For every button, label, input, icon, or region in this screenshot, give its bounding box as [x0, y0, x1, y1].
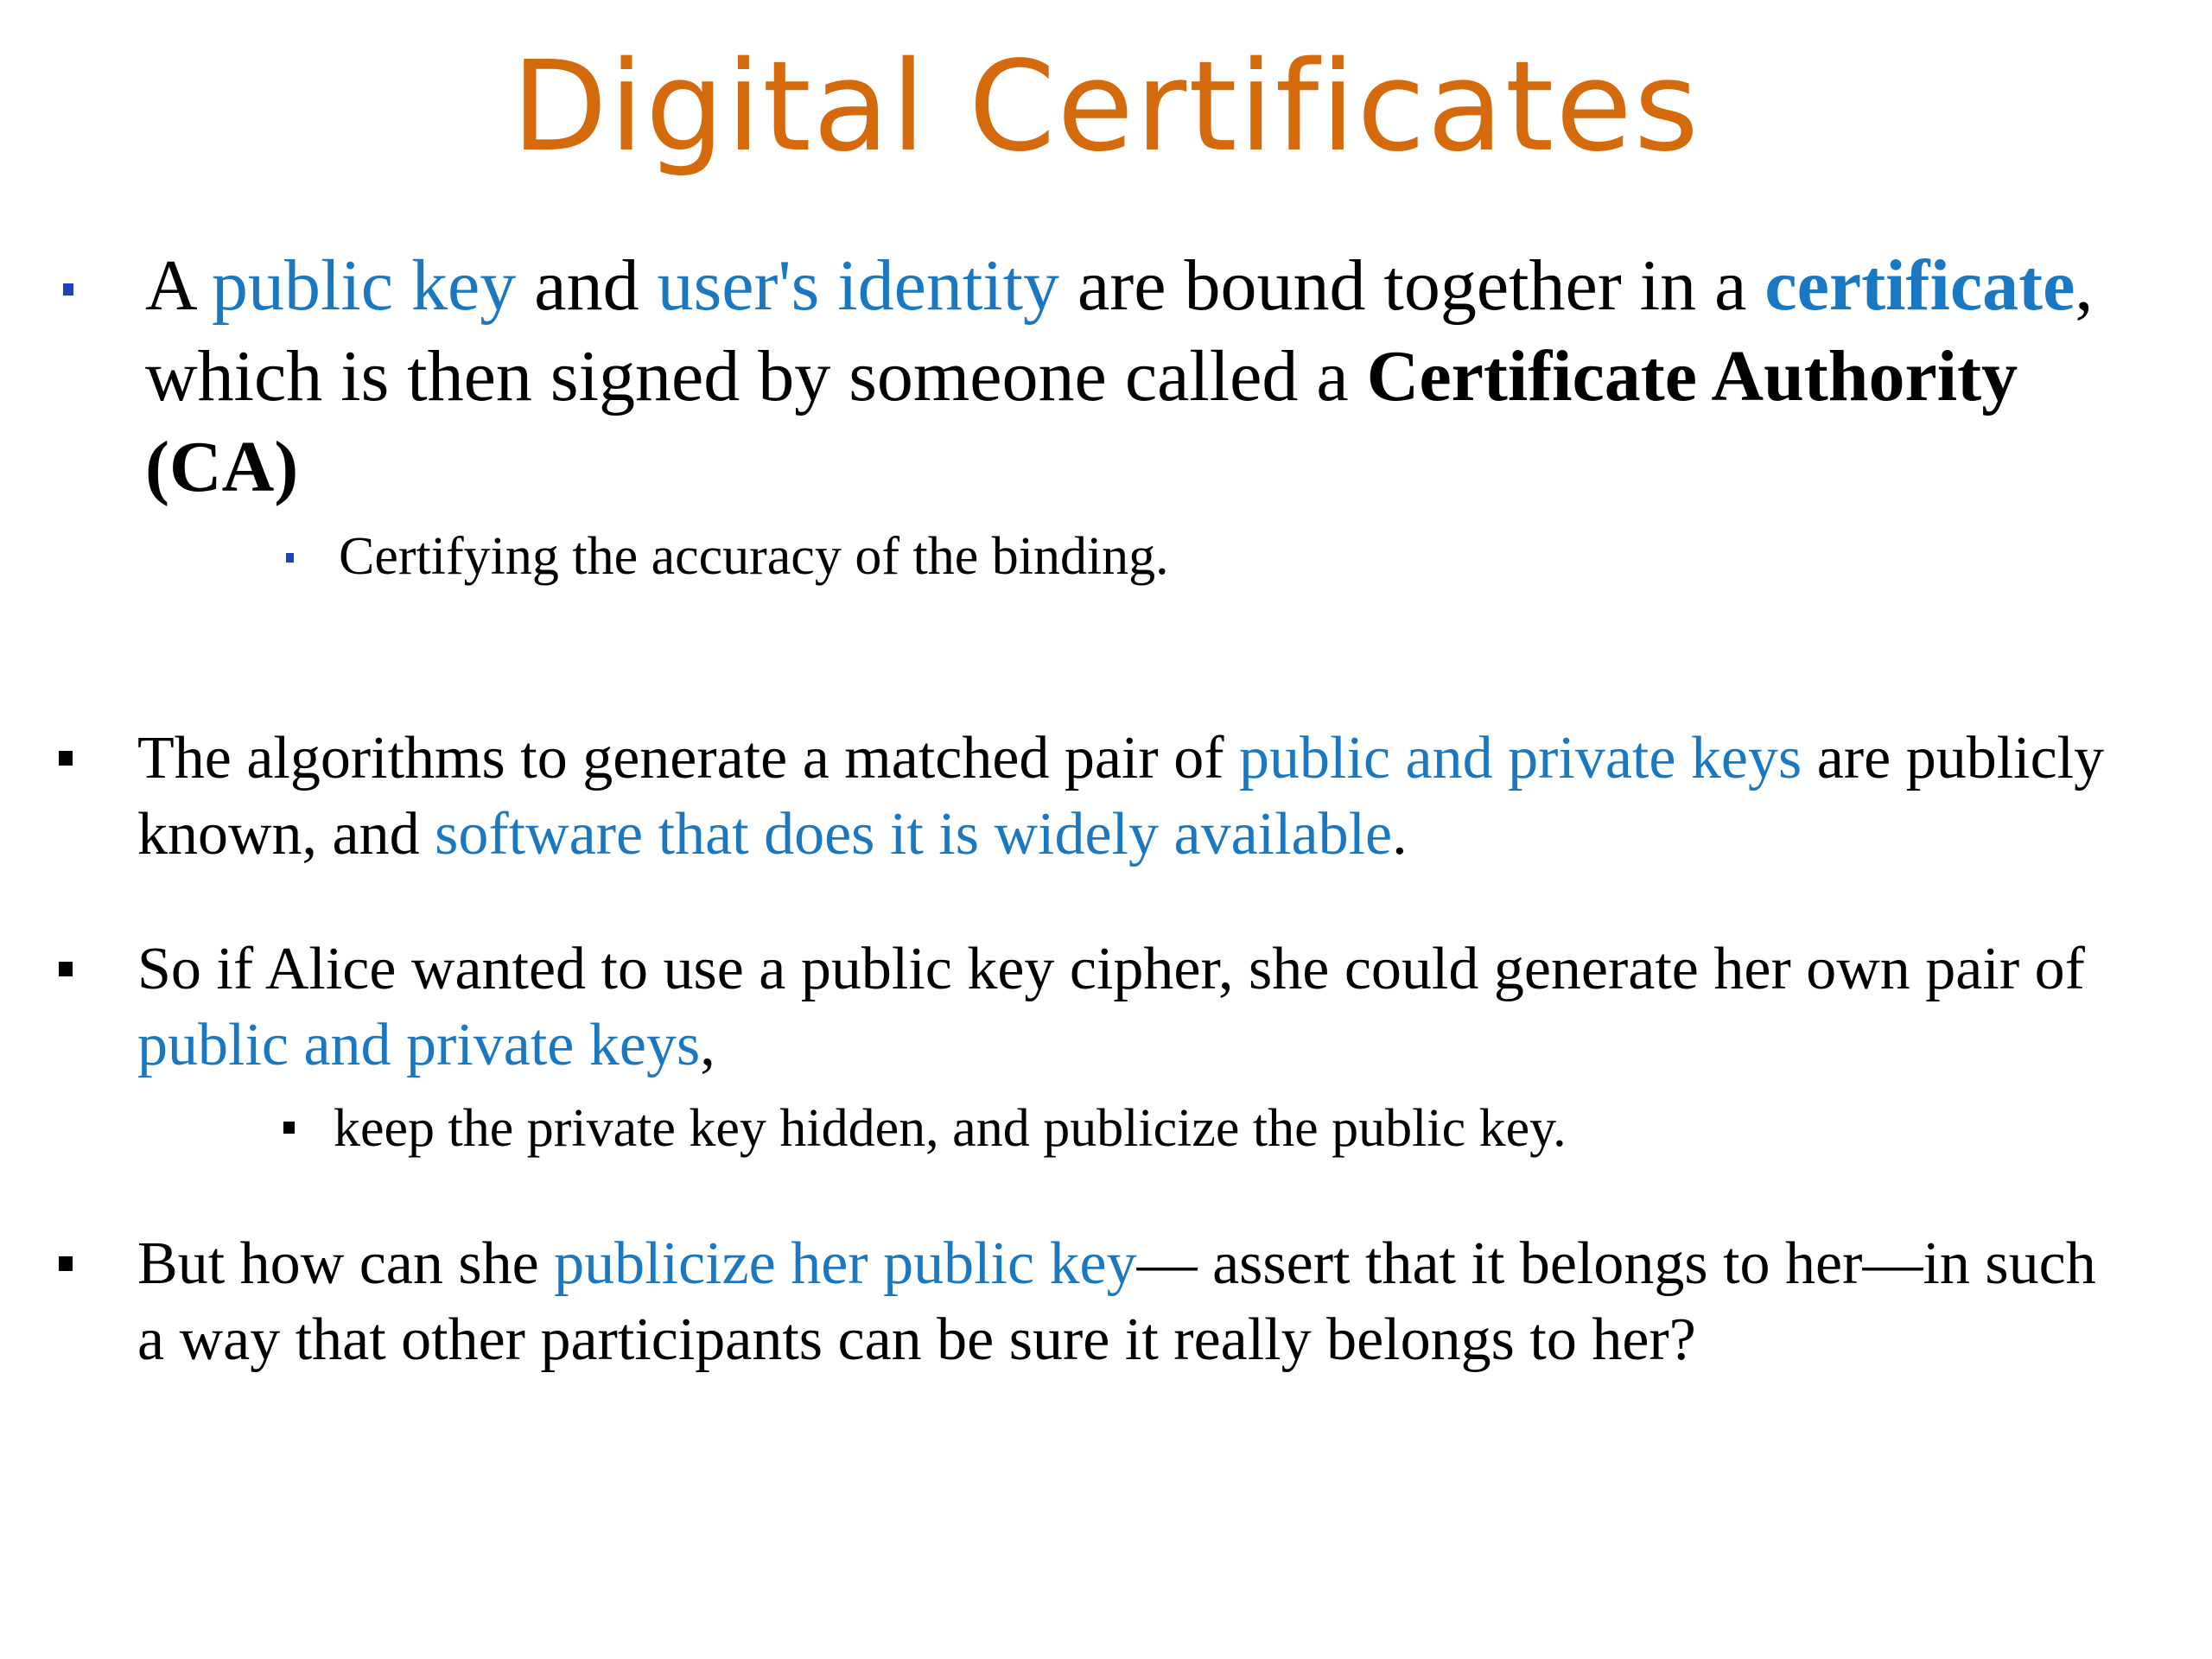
term-ca: (CA) [145, 427, 299, 507]
bullet-marker [59, 1256, 73, 1271]
bullet-line: public and private keys, [137, 1012, 715, 1078]
bullet-line: The algorithms to generate a matched pair of public and private keys are publicly [137, 725, 2105, 791]
bullet-line: But how can she publicize her public key— assert that it belongs to her—in such [137, 1230, 2096, 1297]
highlight-users-identity: user's identity [657, 245, 1059, 326]
sub-bullet-text: keep the private key hidden, and publicize the public key. [334, 1099, 1567, 1158]
bullet-marker [59, 962, 73, 976]
bullet-line: A public key and user's identity are bound together in a certificate, [145, 245, 2094, 326]
term-certificate-authority: Certificate Authority [1366, 336, 2018, 416]
slide-title: Digital Certificates [512, 34, 1700, 179]
sub-bullet-marker [286, 553, 294, 563]
sub-bullet-marker [283, 1122, 295, 1134]
highlight-certificate: certificate [1764, 245, 2075, 326]
highlight-software-available: software that does it is widely available [435, 801, 1393, 868]
bullet-line: known, and software that does it is widely available. [137, 801, 1408, 868]
highlight-public-key: public key [212, 245, 517, 326]
highlight-public-private-keys: public and private keys [137, 1012, 701, 1078]
bullet-marker [63, 283, 73, 296]
bullet-marker [59, 751, 73, 766]
highlight-publicize-public-key: publicize her public key [554, 1230, 1137, 1297]
sub-bullet-text: Certifying the accuracy of the binding. [339, 527, 1169, 586]
bullet-line [145, 422, 298, 512]
bullet-line: a way that other participants can be sure it really belongs to her? [137, 1306, 1696, 1373]
bullet-line: So if Alice wanted to use a public key cipher, she could generate her own pair of [137, 936, 2085, 1002]
bullet-line: which is then signed by someone called a Certificate Authority [145, 336, 2018, 416]
highlight-public-private-keys: public and private keys [1239, 725, 1802, 791]
